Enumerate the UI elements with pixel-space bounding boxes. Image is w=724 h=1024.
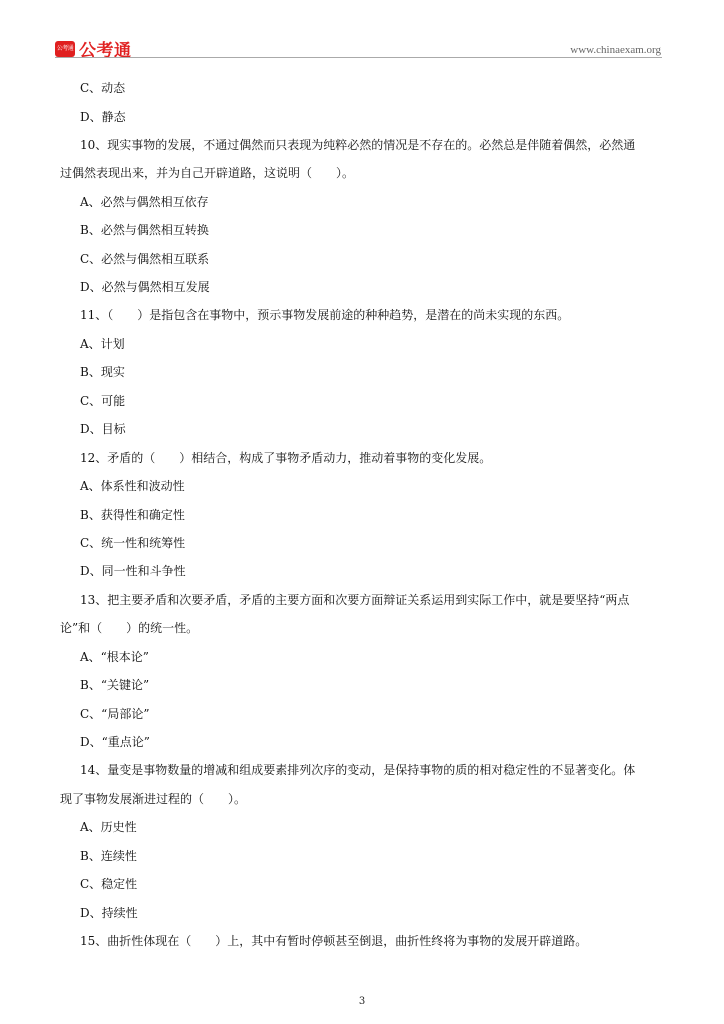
answer-option: B、现实 <box>80 365 125 379</box>
answer-option: A、历史性 <box>80 820 137 834</box>
question-text-continued: 现了事物发展渐进过程的（ ）。 <box>60 792 247 806</box>
answer-option: D、必然与偶然相互发展 <box>80 280 210 294</box>
question-text-continued: 论”和（ ）的统一性。 <box>60 621 199 635</box>
answer-option: B、获得性和确定性 <box>80 508 185 522</box>
answer-option: D、目标 <box>80 422 126 436</box>
answer-option: A、计划 <box>80 337 125 351</box>
answer-option: B、必然与偶然相互转换 <box>80 223 209 237</box>
site-url[interactable]: www.chinaexam.org <box>570 44 661 56</box>
question-text: 15、曲折性体现在（ ）上，其中有暂时停顿甚至倒退，曲折性终将为事物的发展开辟道路。 <box>80 934 588 948</box>
answer-option: C、可能 <box>80 394 126 408</box>
logo-badge-icon: 公考通 <box>55 41 75 57</box>
question-text: 12、矛盾的（ ）相结合，构成了事物矛盾动力，推动着事物的变化发展。 <box>80 451 492 465</box>
answer-option: D、“重点论” <box>80 735 150 749</box>
question-text: 13、把主要矛盾和次要矛盾，矛盾的主要方面和次要方面辩证关系运用到实际工作中，就是要坚持“两点 <box>80 593 630 607</box>
answer-option: C、动态 <box>80 81 126 95</box>
question-text: 14、量变是事物数量的增减和组成要素排列次序的变动，是保持事物的质的相对稳定性的不显著变化。体 <box>80 763 636 777</box>
logo-text: 公考通 <box>79 41 132 61</box>
answer-option: C、稳定性 <box>80 877 138 891</box>
answer-option: D、同一性和斗争性 <box>80 564 186 578</box>
answer-option: C、必然与偶然相互联系 <box>80 252 210 266</box>
answer-option: A、“根本论” <box>80 650 149 664</box>
page-header <box>0 0 724 62</box>
answer-option: D、静态 <box>80 110 126 124</box>
question-text-continued: 过偶然表现出来，并为自己开辟道路，这说明（ ）。 <box>60 166 355 180</box>
answer-option: B、“关键论” <box>80 678 150 692</box>
answer-option: A、必然与偶然相互依存 <box>80 195 209 209</box>
answer-option: C、“局部论” <box>80 707 150 721</box>
answer-option: C、统一性和统筹性 <box>80 536 186 550</box>
header-divider <box>55 57 662 58</box>
page-number: 3 <box>358 996 366 1007</box>
answer-option: D、持续性 <box>80 906 138 920</box>
question-text: 11、（ ）是指包含在事物中，预示事物发展前途的种种趋势，是潜在的尚未实现的东西。 <box>80 308 570 322</box>
answer-option: A、体系性和波动性 <box>80 479 185 493</box>
question-text: 10、现实事物的发展，不通过偶然而只表现为纯粹必然的情况是不存在的。必然总是伴随着偶然，必然通 <box>80 138 636 152</box>
answer-option: B、连续性 <box>80 849 137 863</box>
